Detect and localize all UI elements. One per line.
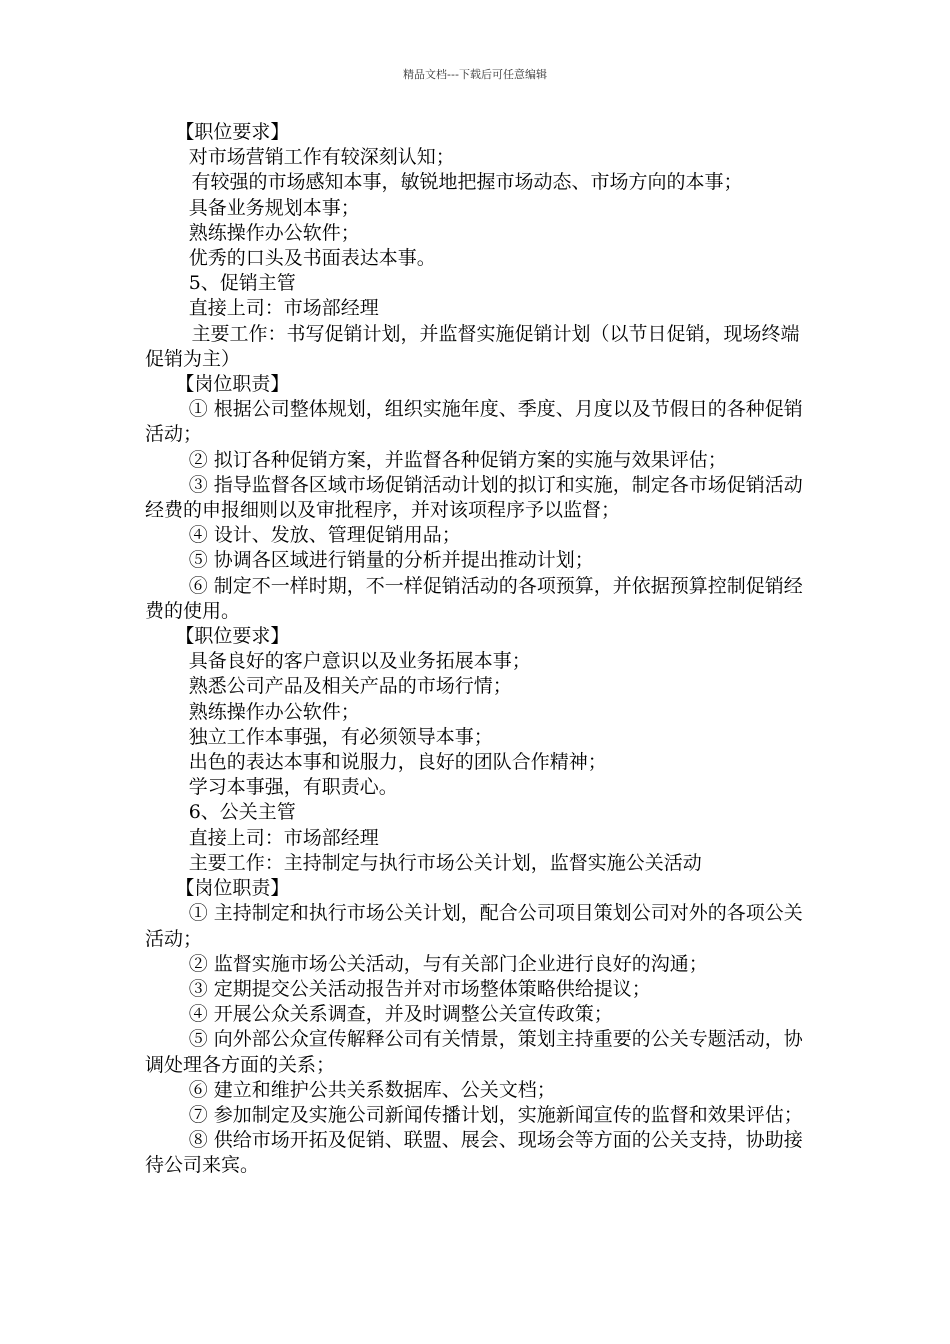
paragraph-line: 主要工作：主持制定与执行市场公关计划，监督实施公关活动 [188,851,702,874]
paragraph-line: 熟练操作办公软件； [188,700,360,723]
paragraph-line: ⑤ 协调各区域进行销量的分析并提出推动计划； [188,549,594,572]
paragraph-line: ③ 定期提交公关活动报告并对市场整体策略供给提议； [188,977,651,1000]
paragraph-line: 出色的表达本事和说服力，良好的团队合作精神； [188,751,607,774]
paragraph-line: ③ 指导监督各区域市场促销活动计划的拟订和实施，制定各市场促销活动经费的申报细则以及审批程序，并对该项程序予以监督； [145,473,803,522]
paragraph-line: 直接上司：市场部经理 [188,826,379,849]
document-header-note: 精品文档---下载后可任意编辑 [403,68,547,81]
paragraph-line: ④ 开展公众关系调查，并及时调整公关宣传政策； [188,1003,613,1026]
paragraph-line: ② 拟订各种促销方案，并监督各种促销方案的实施与效果评估； [188,448,727,471]
paragraph-line: 学习本事强，有职责心。 [188,776,398,799]
paragraph-line: 【职位要求】 [175,121,290,143]
paragraph-line: 【岗位职责】 [175,373,290,396]
paragraph-line: 5、促销主管 [188,272,296,295]
paragraph-line: ② 监督实施市场公关活动，与有关部门企业进行良好的沟通； [188,952,708,975]
paragraph-line: 具备业务规划本事； [188,196,360,219]
paragraph-line: ⑥ 制定不一样时期，不一样促销活动的各项预算，并依据预算控制促销经费的使用。 [145,574,803,622]
paragraph-line: 优秀的口头及书面表达本事。 [188,247,436,270]
paragraph-line: 【职位要求】 [175,625,290,648]
paragraph-line: ① 根据公司整体规划，组织实施年度、季度、月度以及节假日的各种促销活动； [145,398,803,446]
paragraph-line: 6、公关主管 [188,801,296,824]
paragraph-line: ⑦ 参加制定及实施公司新闻传播计划，实施新闻宣传的监督和效果评估； [188,1103,803,1126]
paragraph-line: 直接上司：市场部经理 [188,297,379,320]
document-body [145,120,810,1179]
paragraph-line: 有较强的市场感知本事，敏锐地把握市场动态、市场方向的本事； [191,171,743,194]
paragraph-line: 主要工作：书写促销计划，并监督实施促销计划（以节日促销，现场终端促销为主） [145,322,800,370]
paragraph-line: 熟练操作办公软件； [188,221,360,244]
paragraph-line: ⑥ 建立和维护公共关系数据库、公关文档； [188,1078,556,1101]
paragraph-line: 具备良好的客户意识以及业务拓展本事； [188,650,531,673]
paragraph-line: ⑤ 向外部公众宣传解释公司有关情景，策划主持重要的公关专题活动，协调处理各方面的关系； [145,1028,803,1076]
paragraph-line: ① 主持制定和执行市场公关计划，配合公司项目策划公司对外的各项公关活动； [145,902,803,950]
paragraph-line: 熟悉公司产品及相关产品的市场行情； [188,675,512,698]
paragraph-line: 对市场营销工作有较深刻认知； [188,146,455,169]
paragraph-line: 独立工作本事强，有必须领导本事； [188,725,493,748]
paragraph-line: 【岗位职责】 [175,877,290,900]
paragraph-line: ④ 设计、发放、管理促销用品； [188,524,461,547]
paragraph-line: ⑧ 供给市场开拓及促销、联盟、展会、现场会等方面的公关支持，协助接待公司来宾。 [145,1129,803,1177]
